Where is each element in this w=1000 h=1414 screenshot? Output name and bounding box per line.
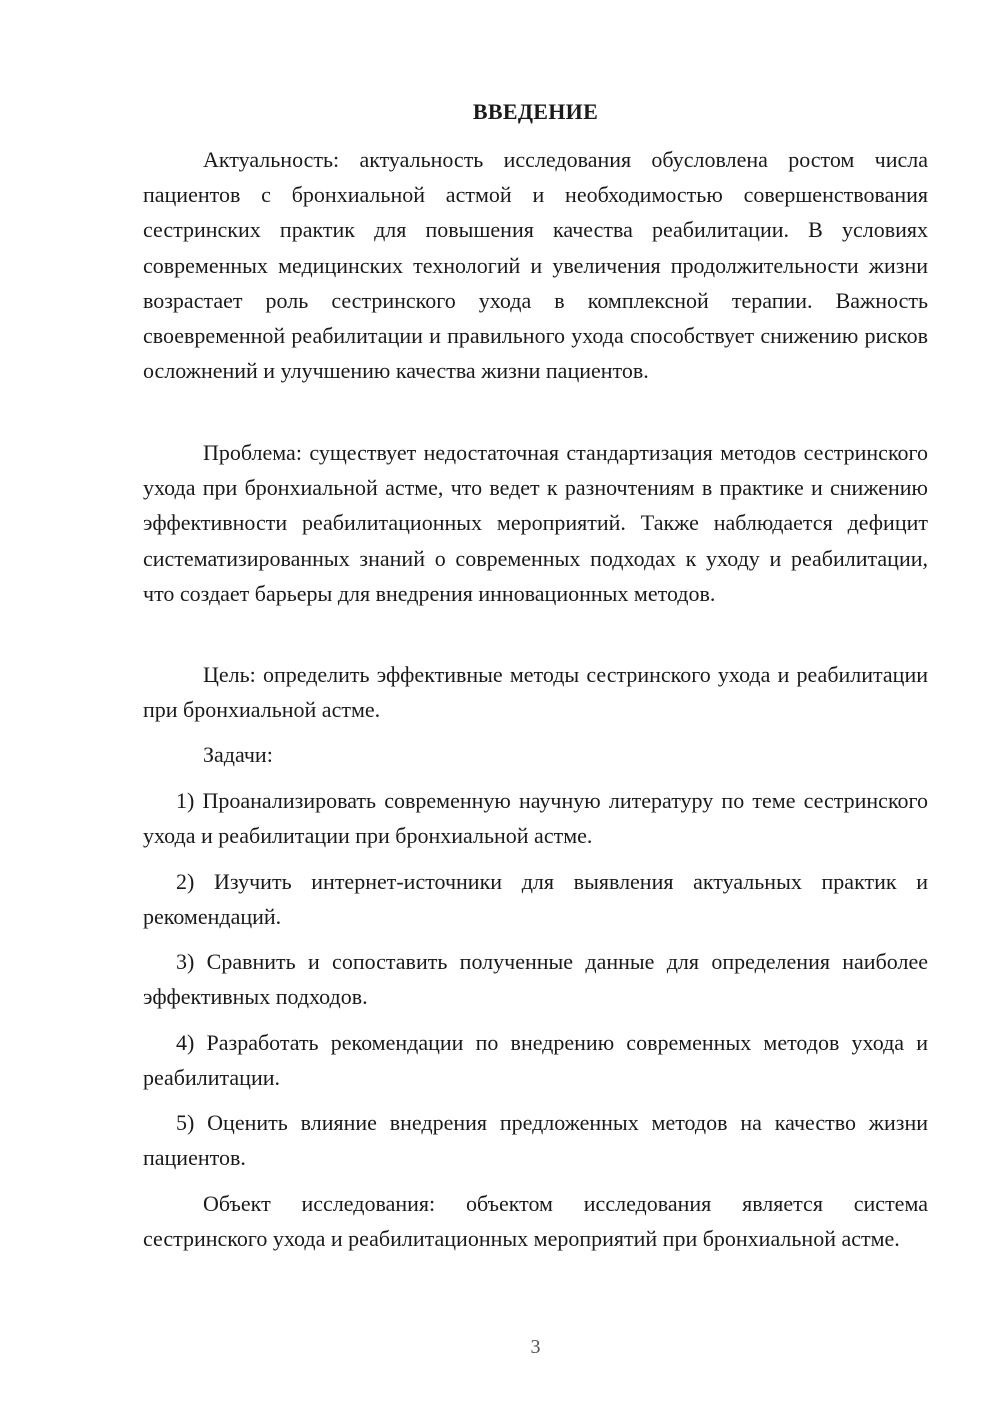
paragraph-goal: Цель: определить эффективные методы сестринского ухода и реабилитации при бронхиальной астме. [143, 662, 928, 723]
task-item-3: 3) Сравнить и сопоставить полученные данные для определения наиболее эффективных подходов. [143, 949, 928, 1010]
tasks-label: Задачи: [203, 742, 273, 767]
paragraph-relevance: Актуальность: актуальность исследования обусловлена ростом числа пациентов с бронхиальной астмой и необходимостью совершенствования сестринских практик для повышения качества реабилитации. В условиях современных медицинских технологий и увеличения продолжительности жизни возрастает роль сестринского ухода в комплексной терапии. Важность своевременной реабилитации и правильного ухода способствует снижению рисков осложнений и улучшению качества жизни пациентов. [143, 147, 928, 384]
section-heading: ВВЕДЕНИЕ [472, 99, 599, 124]
task-item-5: 5) Оценить влияние внедрения предложенных методов на качество жизни пациентов. [143, 1110, 928, 1171]
paragraph-object: Объект исследования: объектом исследования является система сестринского ухода и реабилитационных мероприятий при бронхиальной астме. [143, 1191, 928, 1252]
task-item-1: 1) Проанализировать современную научную литературу по теме сестринского ухода и реабилитации при бронхиальной астме. [143, 788, 928, 849]
paragraph-problem: Проблема: существует недостаточная стандартизация методов сестринского ухода при бронхиальной астме, что ведет к разночтениям в практике и снижению эффективности реабилитационных мероприятий. Также наблюдается дефицит систематизированных знаний о современных подходах к уходу и реабилитации, что создает барьеры для внедрения инновационных методов. [143, 440, 928, 606]
task-item-4: 4) Разработать рекомендации по внедрению современных методов ухода и реабилитации. [143, 1030, 928, 1091]
page-number: 3 [530, 1336, 541, 1358]
task-item-2: 2) Изучить интернет-источники для выявления актуальных практик и рекомендаций. [143, 869, 928, 930]
